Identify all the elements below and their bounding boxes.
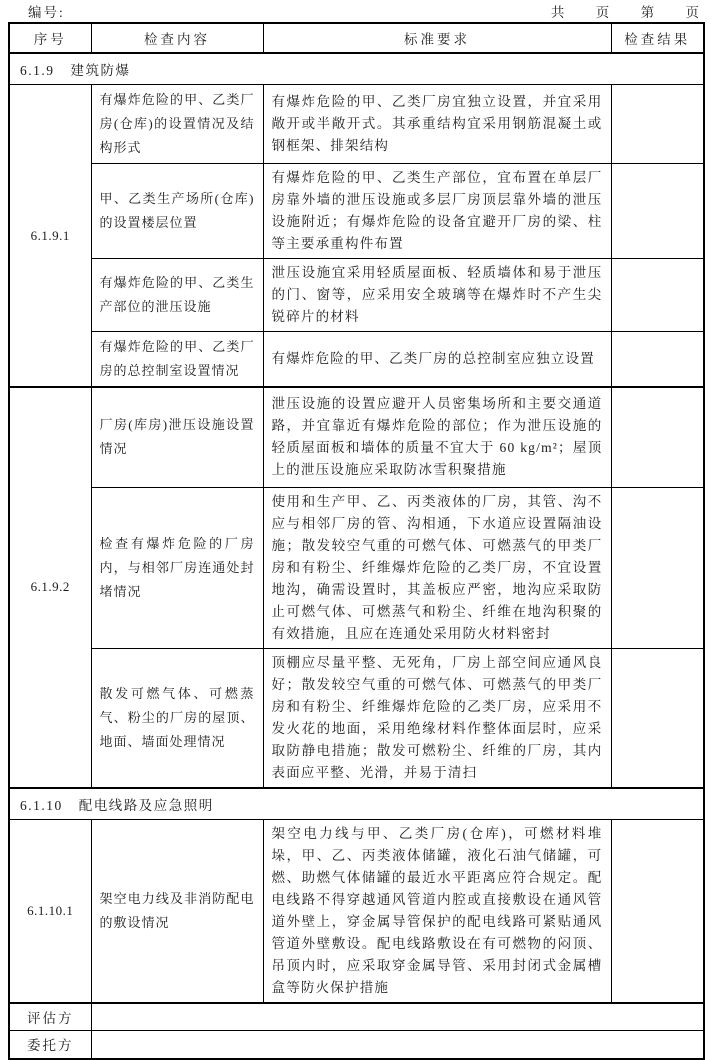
serial-no-6191: 6.1.9.1 — [9, 85, 91, 388]
section-heading-distribution-lines-emergency-lighting — [9, 788, 704, 820]
column-header-standard-requirement: 标准要求 — [263, 23, 611, 53]
section-row-619 — [9, 53, 704, 85]
page-count-label: 共 页 第 页 — [550, 5, 701, 20]
inspection-result-cell — [611, 85, 704, 164]
section-row-6110 — [9, 788, 704, 820]
column-header-inspection-result: 检查结果 — [611, 23, 704, 53]
page-top-bar — [0, 0, 711, 22]
inspection-result-cell — [611, 164, 704, 259]
standard-requirement-cell: 使用和生产甲、乙、丙类液体的厂房，其管、沟不应与相邻厂房的管、沟相通，下水道应设置隔油设施；散发较空气重的可燃气体、可燃蒸气的甲类厂房和有粉尘、纤维爆炸危险的乙类厂房，不宜设置地沟，确需设置时，其盖板应严密，地沟应采取防止可燃气体、可燃蒸气和粉尘、纤维在地沟积聚的有效措施，且应在连通处采用防火材料密封 — [263, 487, 611, 648]
inspection-result-cell — [611, 648, 704, 788]
section-number: 6.1.10 — [20, 797, 63, 813]
inspection-content-cell: 有爆炸危险的甲、乙类生产部位的泄压设施 — [91, 259, 263, 332]
table-row — [9, 85, 704, 164]
inspection-content-cell: 架空电力线及非消防配电的敷设情况 — [91, 819, 263, 1003]
document-number-label: 编号: — [28, 5, 65, 20]
serial-no-6192: 6.1.9.2 — [9, 387, 91, 788]
inspection-result-cell — [611, 487, 704, 648]
standard-requirement-cell: 有爆炸危险的甲、乙类厂房的总控制室应独立设置 — [263, 332, 611, 388]
column-header-inspection-content: 检查内容 — [91, 23, 263, 53]
table-row-assessor — [9, 1003, 704, 1031]
table-row — [9, 487, 704, 648]
inspection-content-cell: 甲、乙类生产场所(仓库)的设置楼层位置 — [91, 164, 263, 259]
table-header-row — [9, 23, 704, 53]
assessor-signature-area — [91, 1003, 704, 1031]
inspection-result-cell — [611, 259, 704, 332]
inspection-content-cell: 检查有爆炸危险的厂房内，与相邻厂房连通处封堵情况 — [91, 487, 263, 648]
inspection-checklist-table — [8, 22, 705, 1060]
client-signature-area — [91, 1031, 704, 1059]
table-row-client — [9, 1031, 704, 1059]
assessor-label: 评估方 — [9, 1003, 91, 1031]
inspection-content-cell: 厂房(库房)泄压设施设置情况 — [91, 387, 263, 487]
inspection-result-cell — [611, 819, 704, 1003]
standard-requirement-cell: 泄压设施宜采用轻质屋面板、轻质墙体和易于泄压的门、窗等，应采用安全玻璃等在爆炸时不产生尖锐碎片的材料 — [263, 259, 611, 332]
table-row — [9, 819, 704, 1003]
table-row — [9, 332, 704, 388]
section-number: 6.1.9 — [20, 63, 55, 78]
serial-no-61101: 6.1.10.1 — [9, 819, 91, 1003]
standard-requirement-cell: 架空电力线与甲、乙类厂房(仓库)，可燃材料堆垛，甲、乙、丙类液体储罐，液化石油气储罐，可燃、助燃气体储罐的最近水平距离应符合规定。配电线路不得穿越通风管道内腔或直接敷设在通风管道外壁上，穿金属导管保护的配电线路可紧贴通风管道外壁敷设。配电线路敷设在有可燃物的闷顶、吊顶内时，应采取穿金属导管、采用封闭式金属槽盒等防火保护措施 — [263, 819, 611, 1003]
table-row — [9, 648, 704, 788]
section-heading-building-explosion-protection — [9, 53, 704, 85]
inspection-content-cell: 有爆炸危险的甲、乙类厂房(仓库)的设置情况及结构形式 — [91, 85, 263, 164]
standard-requirement-cell: 泄压设施的设置应避开人员密集场所和主要交通道路，并宜靠近有爆炸危险的部位；作为泄压设施的轻质屋面板和墙体的质量不宜大于 60 kg/m²；屋顶上的泄压设施应采取防冰雪积聚措施 — [263, 387, 611, 487]
standard-requirement-cell: 有爆炸危险的甲、乙类生产部位，宜布置在单层厂房靠外墙的泄压设施或多层厂房顶层靠外墙的泄压设施附近；有爆炸危险的设备宜避开厂房的梁、柱等主要承重构件布置 — [263, 164, 611, 259]
section-title: 配电线路及应急照明 — [78, 797, 214, 813]
table-row — [9, 387, 704, 487]
section-title: 建筑防爆 — [70, 63, 131, 78]
inspection-result-cell — [611, 387, 704, 487]
table-row — [9, 259, 704, 332]
table-row — [9, 164, 704, 259]
standard-requirement-cell: 有爆炸危险的甲、乙类厂房宜独立设置，并宜采用敞开或半敞开式。其承重结构宜采用钢筋混凝土或钢框架、排架结构 — [263, 85, 611, 164]
inspection-result-cell — [611, 332, 704, 388]
client-label: 委托方 — [9, 1031, 91, 1059]
inspection-content-cell: 散发可燃气体、可燃蒸气、粉尘的厂房的屋顶、地面、墙面处理情况 — [91, 648, 263, 788]
column-header-serial-no: 序号 — [9, 23, 91, 53]
inspection-content-cell: 有爆炸危险的甲、乙类厂房的总控制室设置情况 — [91, 332, 263, 388]
standard-requirement-cell: 顶棚应尽量平整、无死角，厂房上部空间应通风良好；散发较空气重的可燃气体、可燃蒸气的甲类厂房和有粉尘、纤维爆炸危险的乙类厂房，应采用不发火花的地面，采用绝缘材料作整体面层时，应采取防静电措施；散发可燃粉尘、纤维的厂房，其内表面应平整、光滑，并易于清扫 — [263, 648, 611, 788]
